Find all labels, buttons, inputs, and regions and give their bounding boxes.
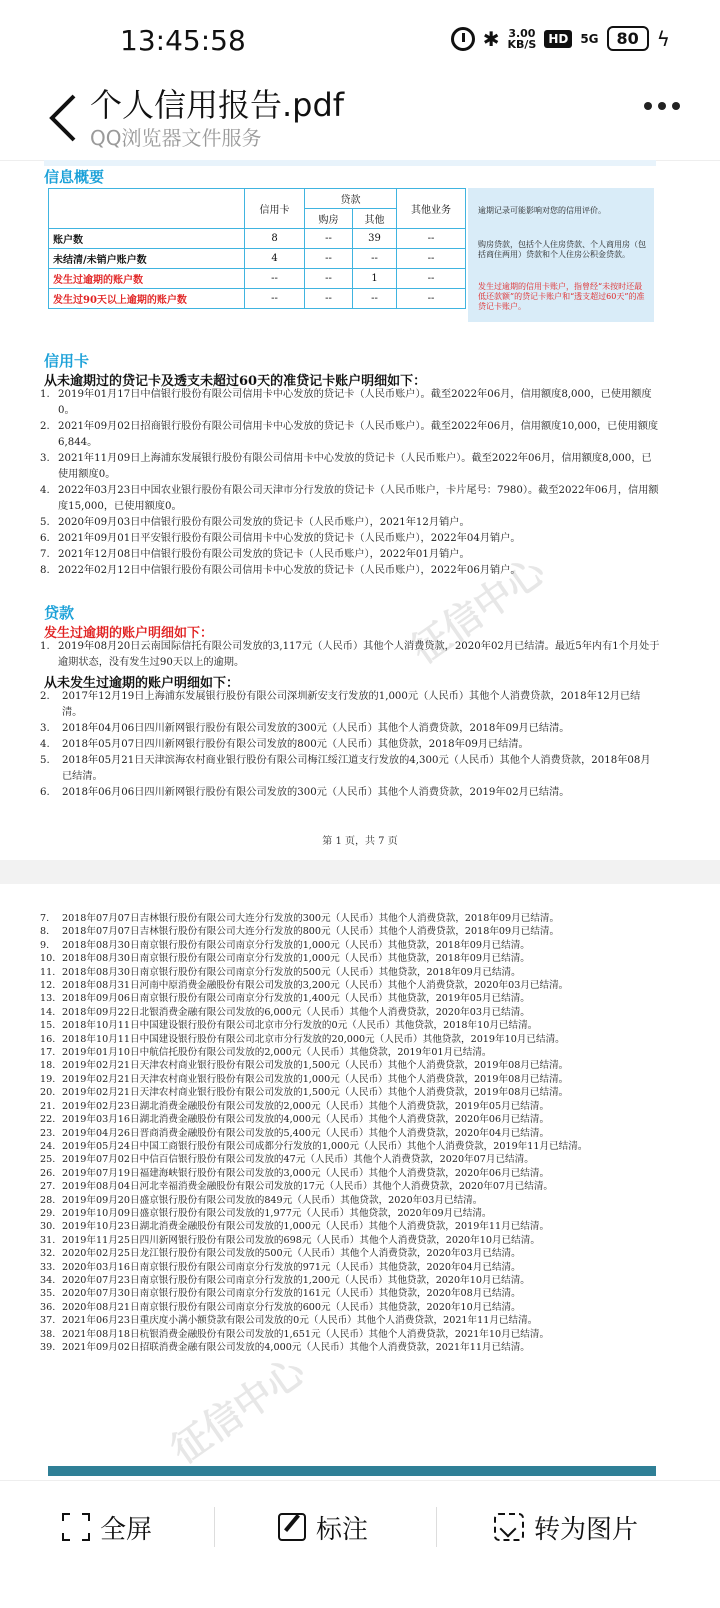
header-credit-card: 信用卡 <box>245 189 305 229</box>
row-label: 发生过逾期的账户数 <box>49 269 245 289</box>
cell: 8 <box>245 229 305 249</box>
credit-card-subtitle: 从未逾期过的贷记卡及透支未超过60天的准贷记卡账户明细如下： <box>44 374 427 389</box>
page-bottom-bar <box>48 1466 656 1476</box>
fullscreen-icon <box>62 1513 90 1541</box>
cell: -- <box>397 269 466 289</box>
note-housing: 购房贷款，包括个人住房贷款、个人商用房（包括商住两用）贷款和个人住房公积金贷款。 <box>478 240 646 259</box>
cell: -- <box>305 269 353 289</box>
to-image-label: 转为图片 <box>534 1514 639 1545</box>
cell: -- <box>245 289 305 309</box>
list-item: 29. 2019年10月09日盛京银行股份有限公司发放的1,977元（人民币）其他贷款，2020年09月已结清。 <box>40 1207 492 1219</box>
header-other-business: 其他业务 <box>397 189 466 229</box>
document-subtitle: QQ浏览器文件服务 <box>90 126 262 150</box>
list-item: 6. 2021年09月01日平安银行股份有限公司信用卡中心发放的贷记卡（人民币账户），2022年04月销户。 <box>40 533 521 544</box>
network-speed <box>507 28 536 50</box>
speed-value: 3.00 <box>508 26 536 40</box>
status-icons <box>451 26 670 51</box>
list-item: 23. 2019年04月26日晋商消费金融股份有限公司发放的5,400元（人民币）其他个人消费贷款，2020年04月已结清。 <box>40 1127 550 1139</box>
document-title: 个人信用报告.pdf <box>90 86 345 124</box>
list-item: 19. 2019年02月21日天津农村商业银行股份有限公司发放的1,000元（人民币）其他个人消费贷款，2019年08月已结清。 <box>40 1073 569 1085</box>
cell: -- <box>353 289 397 309</box>
table-row <box>49 289 466 309</box>
signal-5g: 5G <box>580 31 599 46</box>
list-item: 37. 2021年06月23日重庆度小满小额贷款有限公司发放的0元（人民币）其他个人消费贷款，2021年11月已结清。 <box>40 1315 538 1327</box>
list-item: 38. 2021年08月18日杭银消费金融股份有限公司发放的1,651元（人民币）其他个人消费贷款，2021年10月已结清。 <box>40 1328 550 1340</box>
speed-unit: KB/S <box>507 37 537 51</box>
fullscreen-button[interactable] <box>62 1507 152 1547</box>
list-item: 4. 2022年03月23日中国农业银行股份有限公司天津市分行发放的贷记卡（人民币账户，卡片尾号：7980）。截至2022年06月，信用额度15,000，已使用额度0。 <box>40 485 659 512</box>
list-item: 22. 2019年03月16日湖北消费金融股份有限公司发放的4,000元（人民币）其他个人消费贷款，2020年06月已结清。 <box>40 1114 550 1126</box>
list-item: 1. 2019年08月20日云南国际信托有限公司发放的3,117元（人民币）其他个人消费贷款，2020年02月已结清。最近5年内有1个月处于逾期状态，没有发生过90天以上的逾期。 <box>40 641 660 668</box>
charging-icon: ϟ <box>656 26 670 51</box>
list-item: 31. 2019年11月25日四川新网银行股份有限公司发放的698元（人民币）其他个人消费贷款，2020年10月已结清。 <box>40 1234 540 1246</box>
list-item: 8. 2018年07月07日吉林银行股份有限公司大连分行发放的800元（人民币）其他个人消费贷款，2018年09月已结清。 <box>40 926 560 938</box>
list-item: 15. 2018年10月11日中国建设银行股份有限公司北京市分行发放的0元（人民币）其他贷款，2018年10月已结清。 <box>40 1020 538 1032</box>
list-item: 17. 2019年01月10日中航信托股份有限公司发放的2,000元（人民币）其他贷款，2019年01月已结清。 <box>40 1047 492 1059</box>
alarm-icon <box>451 27 475 51</box>
section-title-overview: 信息概要 <box>44 168 105 186</box>
list-item: 5. 2018年05月21日天津滨海农村商业银行股份有限公司梅江绥江道支行发放的4,300元（人民币）其他个人消费贷款，2018年08月已结清。 <box>40 755 651 782</box>
section-title-loans: 贷款 <box>44 604 75 622</box>
overview-table <box>48 188 466 309</box>
annotate-button[interactable] <box>278 1507 368 1547</box>
page-top-band <box>44 160 656 166</box>
list-item: 30. 2019年10月23日湖北消费金融股份有限公司发放的1,000元（人民币）其他个人消费贷款，2019年11月已结清。 <box>40 1221 550 1233</box>
cell: -- <box>397 289 466 309</box>
list-item: 28. 2019年09月20日盛京银行股份有限公司发放的849元（人民币）其他贷款，2020年03月已结清。 <box>40 1194 483 1206</box>
list-item: 11. 2018年08月30日南京银行股份有限公司南京分行发放的500元（人民币）其他贷款，2018年09月已结清。 <box>40 966 521 978</box>
table-corner <box>49 189 245 229</box>
table-row <box>49 269 466 289</box>
section-title-credit-card: 信用卡 <box>44 352 90 370</box>
annotate-label: 标注 <box>316 1514 369 1545</box>
loan-normal-list <box>40 689 660 801</box>
list-item: 4. 2018年05月07日四川新网银行股份有限公司发放的800元（人民币）其他贷款，2018年09月已结清。 <box>40 739 529 750</box>
status-time: 13:45:58 <box>120 24 246 57</box>
list-item: 6. 2018年06月06日四川新网银行股份有限公司发放的300元（人民币）其他个人消费贷款，2019年02月已结清。 <box>40 787 570 798</box>
list-item: 39. 2021年09月02日招联消费金融有限公司发放的4,000元（人民币）其他个人消费贷款，2021年11月已结清。 <box>40 1342 530 1353</box>
more-options-icon[interactable] <box>644 102 680 110</box>
list-item: 2. 2021年09月02日招商银行股份有限公司信用卡中心发放的贷记卡（人民币账户）。截至2022年06月，信用额度10,000，已使用额度6,844。 <box>40 421 659 448</box>
note-credit-overdue: 发生过逾期的信用卡账户，指曾经“未按时还最低还款额”的贷记卡账户和“透支超过60天”的准贷记卡账户。 <box>478 282 645 311</box>
hd-badge: HD <box>544 30 572 48</box>
list-item: 24. 2019年05月24日中国工商银行股份有限公司成都分行发放的1,000元（人民币）其他个人消费贷款，2019年11月已结清。 <box>40 1140 588 1152</box>
cell: -- <box>245 269 305 289</box>
bottom-toolbar <box>0 1480 720 1608</box>
list-item: 20. 2019年02月21日天津农村商业银行股份有限公司发放的1,500元（人民币）其他个人消费贷款，2019年08月已结清。 <box>40 1087 569 1099</box>
list-item: 2. 2017年12月19日上海浦东发展银行股份有限公司深圳新安支行发放的1,000元（人民币）其他个人消费贷款，2018年12月已结清。 <box>40 691 641 718</box>
cell: -- <box>305 289 353 309</box>
divider <box>214 1507 215 1547</box>
list-item: 3. 2018年04月06日四川新网银行股份有限公司发放的300元（人民币）其他个人消费贷款，2018年09月已结清。 <box>40 723 570 734</box>
list-item: 3. 2021年11月09日上海浦东发展银行股份有限公司信用卡中心发放的贷记卡（人民币账户）。截至2022年06月，信用额度8,000，已使用额度0。 <box>40 453 652 480</box>
list-item: 5. 2020年09月03日中信银行股份有限公司发放的贷记卡（人民币账户），2021年12月销户。 <box>40 517 470 528</box>
list-item: 32. 2020年02月25日龙江银行股份有限公司发放的500元（人民币）其他个人消费贷款，2020年03月已结清。 <box>40 1248 521 1260</box>
list-item: 35. 2020年07月30日南京银行股份有限公司南京分行发放的161元（人民币）其他贷款，2020年08月已结清。 <box>40 1288 521 1300</box>
list-item: 1. 2019年01月17日中信银行股份有限公司信用卡中心发放的贷记卡（人民币账户）。截至2022年06月，信用额度8,000，已使用额度0。 <box>40 389 652 416</box>
header-house: 购房 <box>305 209 353 229</box>
cell: 39 <box>353 229 397 249</box>
table-row <box>49 229 466 249</box>
list-item: 16. 2018年10月11日中国建设银行股份有限公司北京市分行发放的20,000元（人民币）其他贷款，2019年10月已结清。 <box>40 1033 565 1045</box>
convert-image-icon <box>494 1513 524 1541</box>
list-item: 36. 2020年08月21日南京银行股份有限公司南京分行发放的600元（人民币）其他贷款，2020年10月已结清。 <box>40 1301 521 1313</box>
list-item: 33. 2020年03月16日南京银行股份有限公司南京分行发放的971元（人民币）其他贷款，2020年04月已结清。 <box>40 1261 521 1273</box>
list-item: 8. 2022年02月12日中信银行股份有限公司信用卡中心发放的贷记卡（人民币账户），2022年06月销户。 <box>40 565 521 576</box>
status-bar <box>0 0 720 80</box>
list-item: 14. 2018年09月22日北银消费金融有限公司发放的6,000元（人民币）其他个人消费贷款，2020年03月已结清。 <box>40 1006 530 1018</box>
edit-icon <box>278 1513 306 1541</box>
page-gap <box>0 860 720 884</box>
row-label: 未结清/未销户账户数 <box>49 249 245 269</box>
list-item: 7. 2018年07月07日吉林银行股份有限公司大连分行发放的300元（人民币）其他个人消费贷款，2018年09月已结清。 <box>40 913 560 924</box>
list-item: 9. 2018年08月30日南京银行股份有限公司南京分行发放的1,000元（人民币）其他贷款，2018年09月已结清。 <box>40 939 530 951</box>
cell: -- <box>397 249 466 269</box>
list-item: 18. 2019年02月21日天津农村商业银行股份有限公司发放的1,500元（人民币）其他个人消费贷款，2019年08月已结清。 <box>40 1060 569 1072</box>
loan-overdue-title: 发生过逾期的账户明细如下： <box>44 626 214 641</box>
divider <box>436 1507 437 1547</box>
cell: 1 <box>353 269 397 289</box>
cell: -- <box>305 229 353 249</box>
row-label: 账户数 <box>49 229 245 249</box>
list-item: 21. 2019年02月23日湖北消费金融股份有限公司发放的2,000元（人民币）其他个人消费贷款，2019年05月已结清。 <box>40 1100 550 1112</box>
cell: -- <box>305 249 353 269</box>
overview-notes <box>468 188 654 322</box>
list-item: 12. 2018年08月31日河南中原消费金融股份有限公司发放的3,200元（人民币）其他个人消费贷款，2020年03月已结清。 <box>40 980 569 992</box>
header-loan: 贷款 <box>305 189 397 209</box>
table-row <box>49 249 466 269</box>
list-item: 7. 2021年12月08日中信银行股份有限公司发放的贷记卡（人民币账户），2022年01月销户。 <box>40 549 470 560</box>
list-item: 34. 2020年07月23日南京银行股份有限公司南京分行发放的1,200元（人民币）其他贷款，2020年10月已结清。 <box>40 1274 530 1286</box>
fullscreen-label: 全屏 <box>100 1514 153 1545</box>
loan-overdue-list <box>40 639 660 671</box>
list-item: 25. 2019年07月02日中信百信银行股份有限公司发放的47元（人民币）其他个人消费贷款，2020年07月已结清。 <box>40 1154 534 1166</box>
cell: 4 <box>245 249 305 269</box>
cell: -- <box>397 229 466 249</box>
header-other: 其他 <box>353 209 397 229</box>
title-bar <box>0 80 720 160</box>
list-item: 10. 2018年08月30日南京银行股份有限公司南京分行发放的1,000元（人民币）其他贷款，2018年09月已结清。 <box>40 953 530 965</box>
list-item: 27. 2019年08月04日河北幸福消费金融股份有限公司发放的17元（人民币）其他个人消费贷款，2020年07月已结清。 <box>40 1181 554 1193</box>
list-item: 13. 2018年09月06日南京银行股份有限公司南京分行发放的1,400元（人民币）其他贷款，2019年05月已结清。 <box>40 993 530 1005</box>
page-number: 第 1 页，共 7 页 <box>322 836 398 847</box>
list-item: 26. 2019年07月19日福建海峡银行股份有限公司发放的3,000元（人民币）其他个人消费贷款，2020年06月已结清。 <box>40 1167 550 1179</box>
loan-list-page2 <box>40 912 660 1354</box>
to-image-button[interactable] <box>494 1507 638 1547</box>
back-arrow-icon[interactable] <box>44 92 84 144</box>
row-label: 发生过90天以上逾期的账户数 <box>49 289 245 309</box>
cell: -- <box>353 249 397 269</box>
loan-normal-title: 从未发生过逾期的账户明细如下： <box>44 676 240 691</box>
credit-card-list <box>40 387 660 579</box>
bluetooth-icon: ✱ <box>482 26 500 51</box>
note-overdue: 逾期记录可能影响对您的信用评价。 <box>478 206 606 215</box>
battery-icon: 80 <box>607 26 649 51</box>
